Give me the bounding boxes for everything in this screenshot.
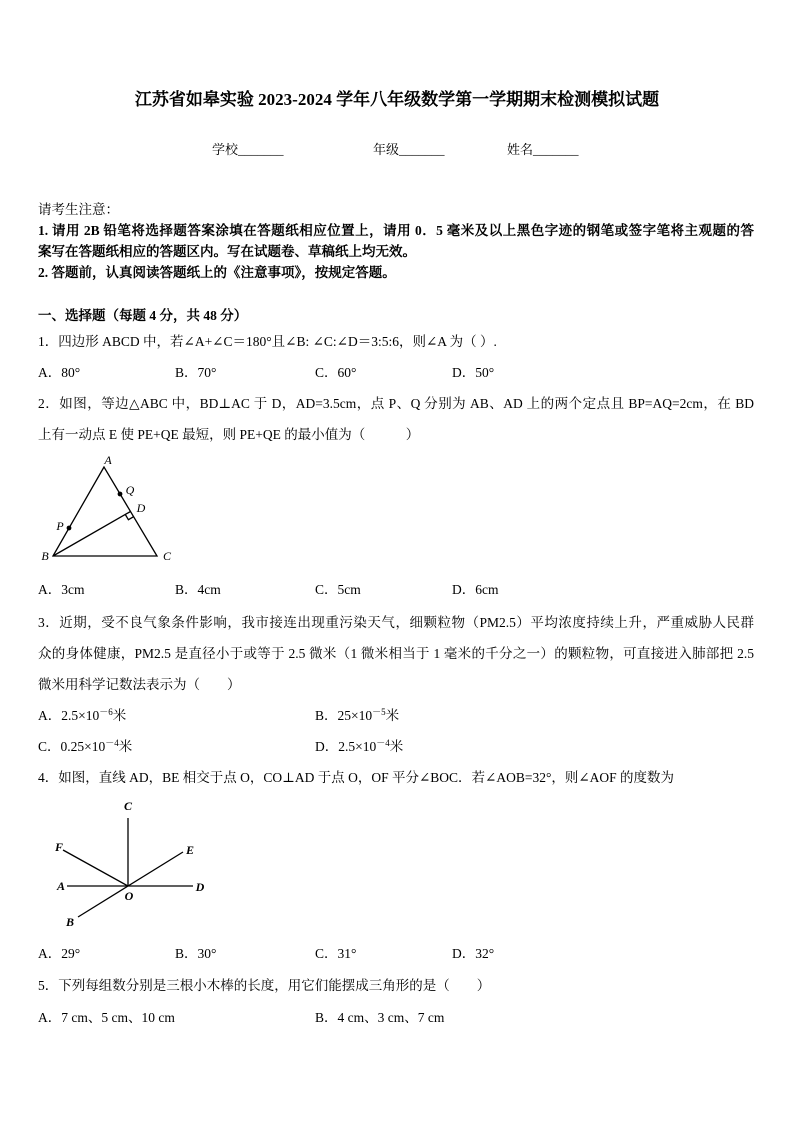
intersecting-lines-figure [38,795,218,930]
label-a: A [56,879,66,893]
question-3-option-d [315,737,403,757]
option-text: 7 cm、5 cm、10 cm [61,1010,175,1025]
section-title: 一、选择题（每题 4 分，共 48 分） [38,308,248,323]
school-field [212,140,284,160]
question-2-option-d [452,580,499,600]
question-4-option-b [175,944,216,964]
option-label: C． [315,365,338,380]
option-exponent: －6 [99,707,113,717]
option-label: C． [315,582,338,597]
question-5-option-a [38,1008,175,1028]
option-unit: 米 [389,739,404,754]
option-text: 0.25×10 [60,739,106,754]
option-label: D． [315,739,339,754]
option-label: A． [38,1010,62,1025]
point-q-dot [118,492,123,497]
option-text: 70° [197,365,217,380]
option-text: 4 cm、3 cm、7 cm [337,1010,445,1025]
label-c: C [162,549,172,563]
option-exponent: －4 [376,738,390,748]
question-2-option-b [175,580,221,600]
option-text: 32° [475,946,495,961]
option-text: 2.5×10 [338,739,377,754]
label-f: F [54,840,64,854]
name-field [507,140,579,160]
line-be [78,852,183,917]
option-text: 4cm [197,582,221,597]
grade-field [373,140,445,160]
option-exponent: －5 [372,707,386,717]
name-label: 姓名 [507,142,534,157]
option-text: 31° [337,946,357,961]
question-3-stem-line-3: 微米用科学记数法表示为（ ） [38,677,241,692]
option-text: 60° [337,365,357,380]
option-text: 25×10 [337,708,373,723]
option-text: 30° [197,946,217,961]
option-text: 5cm [337,582,361,597]
option-label: A． [38,946,62,961]
label-d: D [136,501,146,515]
school-blank: _______ [238,142,284,157]
triangle-figure [38,450,188,570]
option-label: D． [452,946,476,961]
question-5-stem: 5．下列每组数分别是三根小木棒的长度，用它们能摆成三角形的是（ ） [38,978,491,993]
question-1-option-a [38,363,80,383]
option-label: B． [175,365,198,380]
question-1-option-b [175,363,216,383]
question-1-stem: 1．四边形 ABCD 中，若∠A+∠C＝180°且∠B: ∠C:∠D＝3:5:6，则∠A 为（ ）. [38,334,497,349]
notice-line-2: 案写在答题纸相应的答题区内。写在试题卷、草稿纸上均无效。 [38,244,416,259]
question-1-option-c [315,363,356,383]
label-b: B [65,915,75,929]
option-unit: 米 [118,739,133,754]
question-3-option-b [315,706,399,726]
label-d: D [195,880,205,894]
notice-line-3: 2. 答题前，认真阅读答题纸上的《注意事项》，按规定答题。 [38,265,396,280]
question-2-stem-line-1: 2．如图，等边△ABC 中，BD⊥AC 于 D，AD=3.5cm，点 P、Q 分别为 AB、AD 上的两个定点且 BP=AQ=2cm，在 BD [38,396,754,411]
page-title: 江苏省如皋实验 2023-2024 学年八年级数学第一学期期末检测模拟试题 [134,90,660,109]
option-exponent: －4 [105,738,119,748]
question-4-option-c [315,944,356,964]
segment-bd [53,512,131,557]
option-label: A． [38,582,62,597]
option-label: C． [38,739,61,754]
option-unit: 米 [385,708,400,723]
label-e: E [185,843,195,857]
grade-blank: _______ [399,142,445,157]
label-a: A [104,453,112,467]
option-text: 29° [61,946,81,961]
question-2-option-c [315,580,361,600]
label-q: Q [125,483,135,497]
label-c: C [123,799,133,813]
option-label: A． [38,708,62,723]
grade-label: 年级 [373,142,400,157]
question-5-option-b [315,1008,444,1028]
question-3-stem-line-2: 众的身体健康，PM2.5 是直径小于或等于 2.5 微米（1 微米相当于 1 毫米的千分之一）的颗粒物，可直接进入肺部把 2.5 [38,646,754,661]
name-blank: _______ [533,142,579,157]
option-text: 2.5×10 [61,708,100,723]
question-2-stem-line-2: 上有一动点 E 使 PE+QE 最短，则 PE+QE 的最小值为（ ） [38,427,420,442]
label-o: O [124,889,134,903]
option-label: C． [315,946,338,961]
option-text: 6cm [475,582,499,597]
option-text: 3cm [61,582,85,597]
question-4-option-a [38,944,80,964]
notice-line-1: 1. 请用 2B 铅笔将选择题答案涂填在答题纸相应位置上，请用 0．5 毫米及以上黑色字迹的钢笔或签字笔将主观题的答 [38,223,754,238]
question-4-stem: 4．如图，直线 AD，BE 相交于点 O，CO⊥AD 于点 O，OF 平分∠BOC．若∠AOB=32°，则∠AOF 的度数为 [38,770,675,785]
question-4-option-d [452,944,494,964]
option-text: 50° [475,365,495,380]
option-label: D． [452,365,476,380]
option-label: D． [452,582,476,597]
question-3-stem-line-1: 3．近期，受不良气象条件影响，我市接连出现重污染天气，细颗粒物（PM2.5）平均浓度持续上升，严重威胁人民群 [38,615,754,630]
option-label: B． [315,1010,338,1025]
option-label: A． [38,365,62,380]
option-unit: 米 [112,708,127,723]
ray-of [63,850,128,886]
option-label: B． [175,582,198,597]
option-text: 80° [61,365,81,380]
question-2-option-a [38,580,85,600]
school-label: 学校 [212,142,239,157]
question-3-option-c [38,737,132,757]
label-p: P [56,519,64,533]
question-1-option-d [452,363,494,383]
option-label: B． [175,946,198,961]
notice-heading: 请考生注意： [38,202,119,217]
question-3-option-a [38,706,126,726]
point-p-dot [67,526,72,531]
option-label: B． [315,708,338,723]
label-b: B [41,549,49,563]
